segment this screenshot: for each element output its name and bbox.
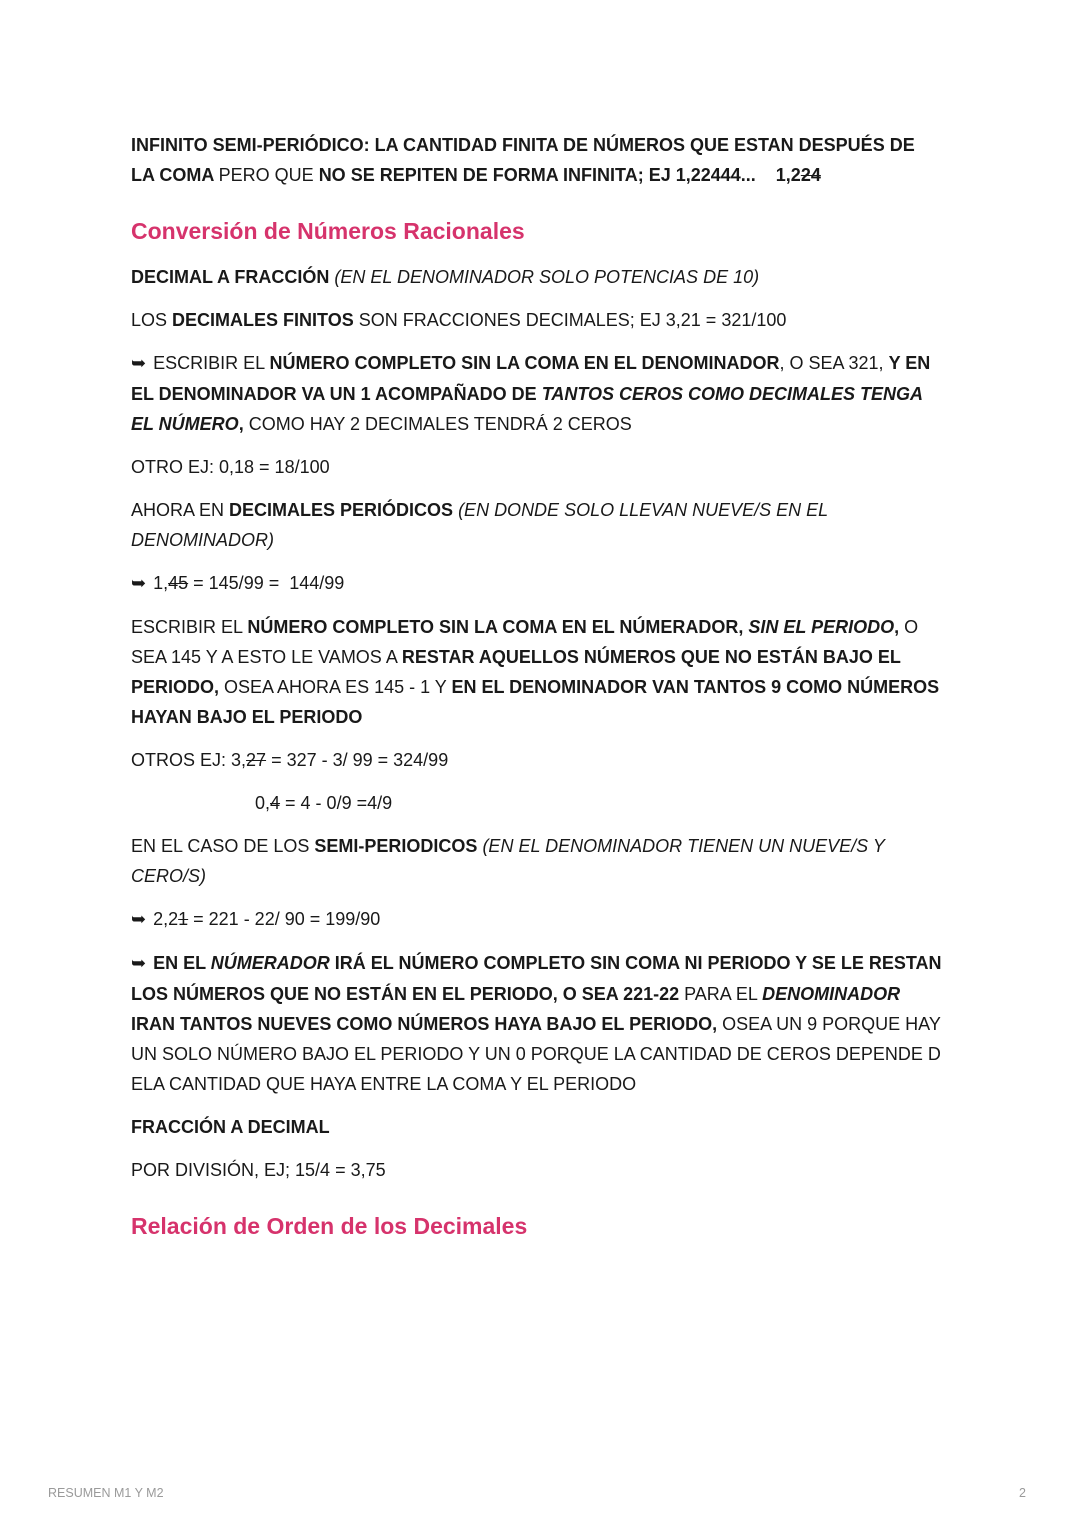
paragraph bbox=[131, 904, 943, 935]
text-segment: 2,2 bbox=[148, 909, 179, 929]
text-segment: SIN EL PERIODO bbox=[748, 617, 895, 637]
section-heading bbox=[131, 215, 943, 247]
text-segment: ESCRIBIR EL bbox=[131, 617, 248, 637]
text-segment: = 221 - 22/ 90 = 199/90 bbox=[188, 909, 381, 929]
text-segment: 1, bbox=[148, 573, 169, 593]
text-segment: TANTOS CEROS COMO DECIMALES TENGA EL NÚMERO bbox=[131, 384, 923, 434]
text-segment: (EN DONDE SOLO LLEVAN NUEVE/S EN EL DENOMINADOR) bbox=[131, 500, 828, 550]
footer-page-number: 2 bbox=[1019, 1486, 1026, 1500]
paragraph bbox=[131, 1155, 943, 1185]
text-segment: INFINITO SEMI-PERIÓDICO: LA CANTIDAD FINITA DE NÚMEROS QUE ESTAN DESPUÉS DE LA COMA bbox=[131, 135, 915, 185]
text-segment: NÚMERADOR bbox=[210, 953, 330, 973]
text-segment: (EN EL DENOMINADOR TIENEN UN NUEVE/S Y CERO/S) bbox=[131, 836, 885, 886]
paragraph bbox=[131, 831, 943, 891]
text-segment: SON FRACCIONES DECIMALES; EJ 3,21 = 321/100 bbox=[358, 310, 787, 330]
text-segment: EN EL DENOMINADOR VAN TANTOS 9 COMO NÚMEROS HAYAN BAJO EL PERIODO bbox=[131, 677, 940, 727]
text-segment: RESTAR AQUELLOS NÚMEROS QUE NO ESTÁN BAJO EL PERIODO, bbox=[131, 647, 901, 697]
paragraph bbox=[131, 1112, 943, 1142]
text-segment: DECIMALES PERIÓDICOS bbox=[229, 500, 459, 520]
text-segment: = 145/99 = 144/99 bbox=[188, 573, 345, 593]
paragraph bbox=[131, 788, 943, 818]
text-segment: Y EN EL DENOMINADOR VA UN 1 ACOMPAÑADO DE bbox=[131, 353, 931, 404]
text-segment: 45 bbox=[168, 573, 189, 593]
paragraph bbox=[131, 568, 943, 599]
text-segment: EN EL CASO DE LOS bbox=[131, 836, 315, 856]
text-segment: ESCRIBIR EL bbox=[148, 353, 270, 373]
paragraph bbox=[131, 495, 943, 555]
text-segment: IRAN TANTOS NUEVES COMO NÚMEROS HAYA BAJO EL PERIODO, bbox=[131, 1014, 723, 1034]
text-segment: DENOMINADOR bbox=[762, 984, 901, 1004]
text-segment: O SEA 145 Y A ESTO LE VAMOS A bbox=[131, 617, 919, 667]
text-segment: 4 bbox=[270, 793, 281, 813]
text-segment: OTRO EJ: 0,18 = 18/100 bbox=[131, 457, 330, 477]
paragraph bbox=[131, 452, 943, 482]
text-segment: 1 bbox=[178, 909, 189, 929]
text-segment: EN EL bbox=[148, 953, 211, 973]
text-segment: DECIMALES FINITOS bbox=[172, 310, 359, 330]
text-segment: IRÁ EL NÚMERO COMPLETO SIN COMA NI PERIODO Y SE LE RESTAN LOS NÚMEROS QUE NO ESTÁN EN EL PERIODO, O SEA 221-22 bbox=[131, 953, 942, 1004]
text-segment: OSEA UN 9 PORQUE HAY UN SOLO NÚMERO BAJO EL PERIODO Y UN 0 PORQUE LA CANTIDAD DE CEROS DEPENDE D ELA CANTIDAD QUE HAYA ENTRE LA COMA Y EL PERIODO bbox=[131, 1014, 941, 1094]
arrow-bullet-icon: ➥ bbox=[131, 909, 147, 930]
arrow-bullet-icon: ➥ bbox=[131, 953, 147, 974]
text-segment: = 4 - 0/9 =4/9 bbox=[280, 793, 393, 813]
text-segment: POR DIVISIÓN, EJ; 15/4 = 3,75 bbox=[131, 1160, 386, 1180]
text-segment: COMO HAY 2 DECIMALES TENDRÁ 2 CEROS bbox=[248, 414, 632, 434]
section-heading bbox=[131, 1210, 943, 1242]
paragraph bbox=[131, 745, 943, 775]
text-segment: 0, bbox=[255, 793, 271, 813]
text-segment: PERO QUE bbox=[218, 165, 319, 185]
text-segment: LOS bbox=[131, 310, 173, 330]
page-footer bbox=[48, 1485, 1026, 1501]
text-segment: Relación de Orden de los Decimales bbox=[131, 1213, 528, 1239]
text-segment: , O SEA 321, bbox=[779, 353, 889, 373]
text-segment: , bbox=[894, 617, 905, 637]
text-segment: FRACCIÓN A DECIMAL bbox=[131, 1117, 330, 1137]
document-content bbox=[131, 130, 943, 1257]
text-segment: OTROS EJ: 3, bbox=[131, 750, 247, 770]
text-segment: Conversión de Números Racionales bbox=[131, 218, 525, 244]
text-segment: DECIMAL A FRACCIÓN bbox=[131, 267, 335, 287]
text-segment: , bbox=[238, 414, 249, 434]
text-segment: NO SE REPITEN DE FORMA INFINITA; EJ bbox=[318, 165, 676, 185]
paragraph bbox=[131, 948, 943, 1099]
text-segment: OSEA AHORA ES 145 - 1 Y bbox=[224, 677, 452, 697]
text-segment: 24 bbox=[800, 165, 821, 185]
arrow-bullet-icon: ➥ bbox=[131, 573, 147, 594]
text-segment: 27 bbox=[246, 750, 267, 770]
text-segment: (EN EL DENOMINADOR SOLO POTENCIAS DE 10) bbox=[334, 267, 760, 287]
text-segment: PARA EL bbox=[684, 984, 763, 1004]
paragraph bbox=[131, 612, 943, 732]
text-segment: 1,22444... 1,2 bbox=[675, 165, 801, 185]
text-segment: = 327 - 3/ 99 = 324/99 bbox=[266, 750, 449, 770]
paragraph bbox=[131, 130, 943, 190]
paragraph bbox=[131, 262, 943, 292]
text-segment: NÚMERO COMPLETO SIN LA COMA EN EL DENOMINADOR bbox=[269, 353, 780, 373]
footer-doc-title: RESUMEN M1 Y M2 bbox=[48, 1486, 164, 1500]
paragraph bbox=[131, 305, 943, 335]
text-segment: NÚMERO COMPLETO SIN LA COMA EN EL NÚMERADOR, bbox=[247, 617, 749, 637]
paragraph bbox=[131, 348, 943, 439]
arrow-bullet-icon: ➥ bbox=[131, 353, 147, 374]
text-segment: AHORA EN bbox=[131, 500, 230, 520]
text-segment: SEMI-PERIODICOS bbox=[314, 836, 483, 856]
